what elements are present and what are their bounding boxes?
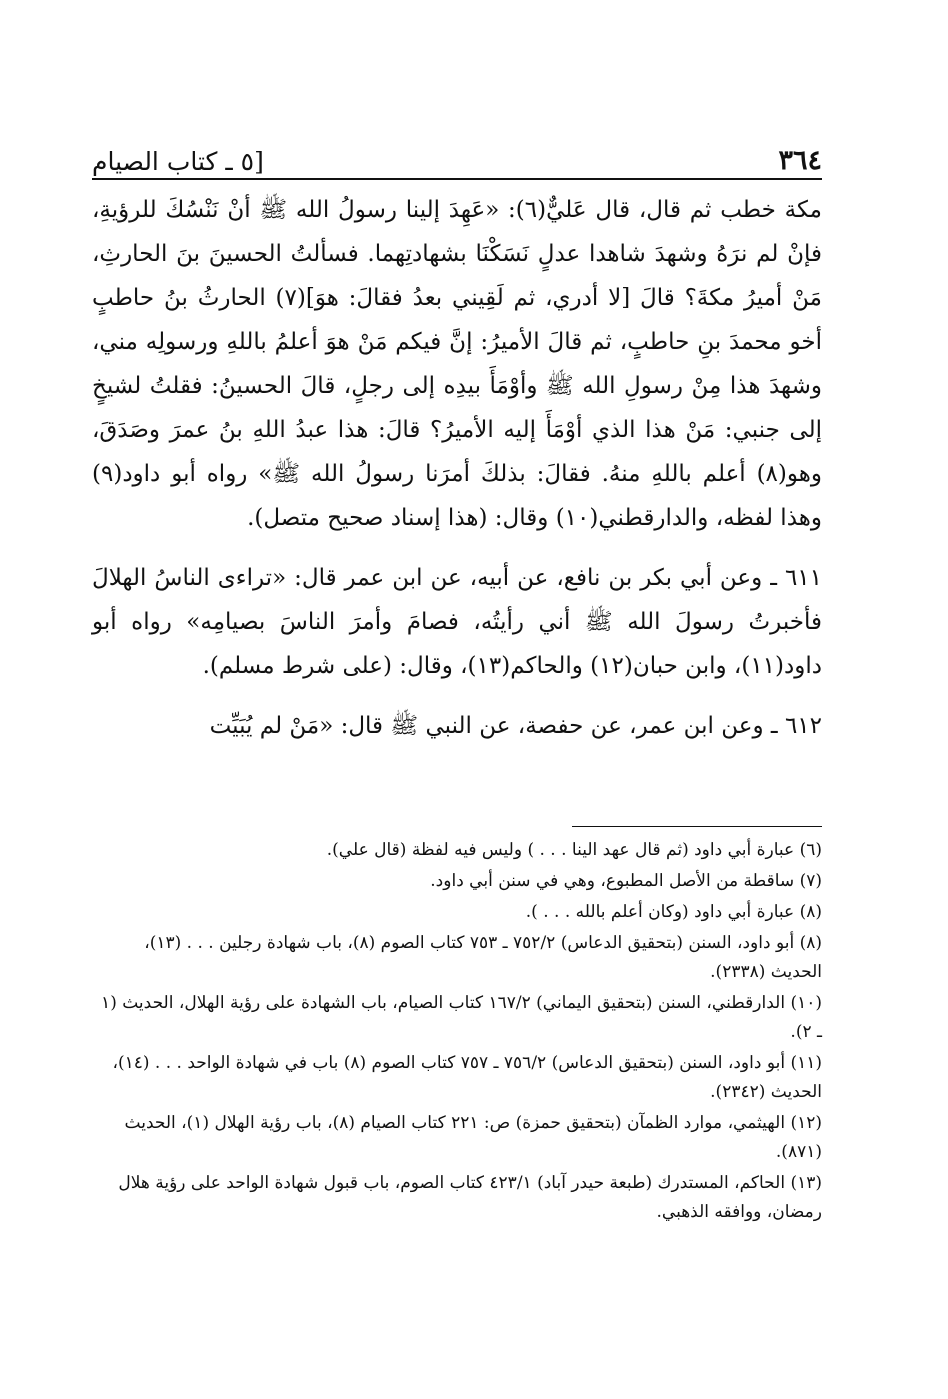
footnote: (٧) ساقطة من الأصل المطبوع، وهي في سنن أبي داود. — [430, 871, 822, 891]
paragraph: ٦١١ ـ وعن أبي بكر بن نافع، عن أبيه، عن ابن عمر قال: «تراءى الناسُ الهلالَ فأخبرتُ رسولَ الله ﷺ أني رأيتُه، فصامَ وأمرَ الناسَ بصيامِه» رواه أبو داود(١١)، وابن حبان(١٢) والحاكم(١٣)، وقال: (على شرط مسلم). — [92, 565, 822, 679]
paragraph: مكة خطب ثم قال، قال عَليٌّ(٦): «عَهِدَ إلينا رسولُ الله ﷺ أنْ نَنْسُكَ للرؤيةِ، فإنْ لم نرَهُ وشهدَ شاهدا عدلٍ نَسَكْنَا بشهادتِهما. فسألتُ الحسينَ بنَ الحارثِ، مَنْ أميرُ مكةَ؟ قالَ [لا أدري، ثم لَقِيني بعدُ فقالَ: هوَ](٧) الحارثُ بنُ حاطبٍ أخو محمدَ بنِ حاطبٍ، ثم قالَ الأميرُ: إنَّ فيكم مَنْ هوَ أعلمُ باللهِ ورسولِه مني، وشهدَ هذا مِنْ رسولِ الله ﷺ وأوْمَأَ بيدِه إلى رجلٍ، قالَ الحسينُ: فقلتُ لشيخٍ إلى جنبي: مَنْ هذا الذي أوْمَأَ إليه الأميرُ؟ قالَ: هذا عبدُ اللهِ بنُ عمرَ وصَدَقَ، وهو(٨) أعلم باللهِ منهُ. فقالَ: بذلكَ أمرَنا رسولُ الله ﷺ» رواه أبو داود(٩) وهذا لفظه، والدارقطني(١٠) وقال: (هذا إسناد صحيح متصل). — [92, 197, 822, 531]
running-header — [92, 126, 822, 176]
footnote: (٨) أبو داود، السنن (بتحقيق الدعاس) ٧٥٢/٢ ـ ٧٥٣ كتاب الصوم (٨)، باب شهادة رجلين . . . (١٣)، الحديث (٢٣٣٨). — [144, 933, 822, 982]
paragraph: ٦١٢ ـ وعن ابن عمر، عن حفصة، عن النبي ﷺ قال: «مَنْ لم يُبَيِّت — [209, 713, 822, 739]
footnote-separator — [572, 826, 822, 827]
chapter-title: [٥ ـ كتاب الصيام — [92, 147, 264, 176]
footnote: (١٢) الهيثمي، موارد الظمآن (بتحقيق حمزة) ص: ٢٢١ كتاب الصيام (٨)، باب رؤية الهلال (١)، الحديث (٨٧١). — [124, 1113, 822, 1162]
footnote: (١١) أبو داود، السنن (بتحقيق الدعاس) ٧٥٦/٢ ـ ٧٥٧ كتاب الصوم (٨) باب في شهادة الواحد . . . (١٤)، الحديث (٢٣٤٢). — [112, 1053, 822, 1102]
footnote: (٦) عبارة أبي داود (ثم قال عهد الينا . . . ) وليس فيه لفظة (قال علي). — [326, 840, 822, 860]
footnote: (١٠) الدارقطني، السنن (بتحقيق اليماني) ١٦٧/٢ كتاب الصيام، باب الشهادة على رؤية الهلال، الحديث (١ ـ ٢). — [101, 993, 822, 1042]
footnotes — [92, 836, 822, 1229]
header-rule — [92, 178, 822, 180]
page-number: ٣٦٤ — [778, 145, 822, 176]
footnote: (٨) عبارة أبي داود (وكان أعلم بالله . . . ). — [525, 902, 822, 922]
footnote: (١٣) الحاكم، المستدرك (طبعة حيدر آباد) ٤٢٣/١ كتاب الصوم، باب قبول شهادة الواحد على رؤية هلال رمضان، ووافقه الذهبي. — [118, 1173, 822, 1222]
main-text — [92, 188, 822, 764]
